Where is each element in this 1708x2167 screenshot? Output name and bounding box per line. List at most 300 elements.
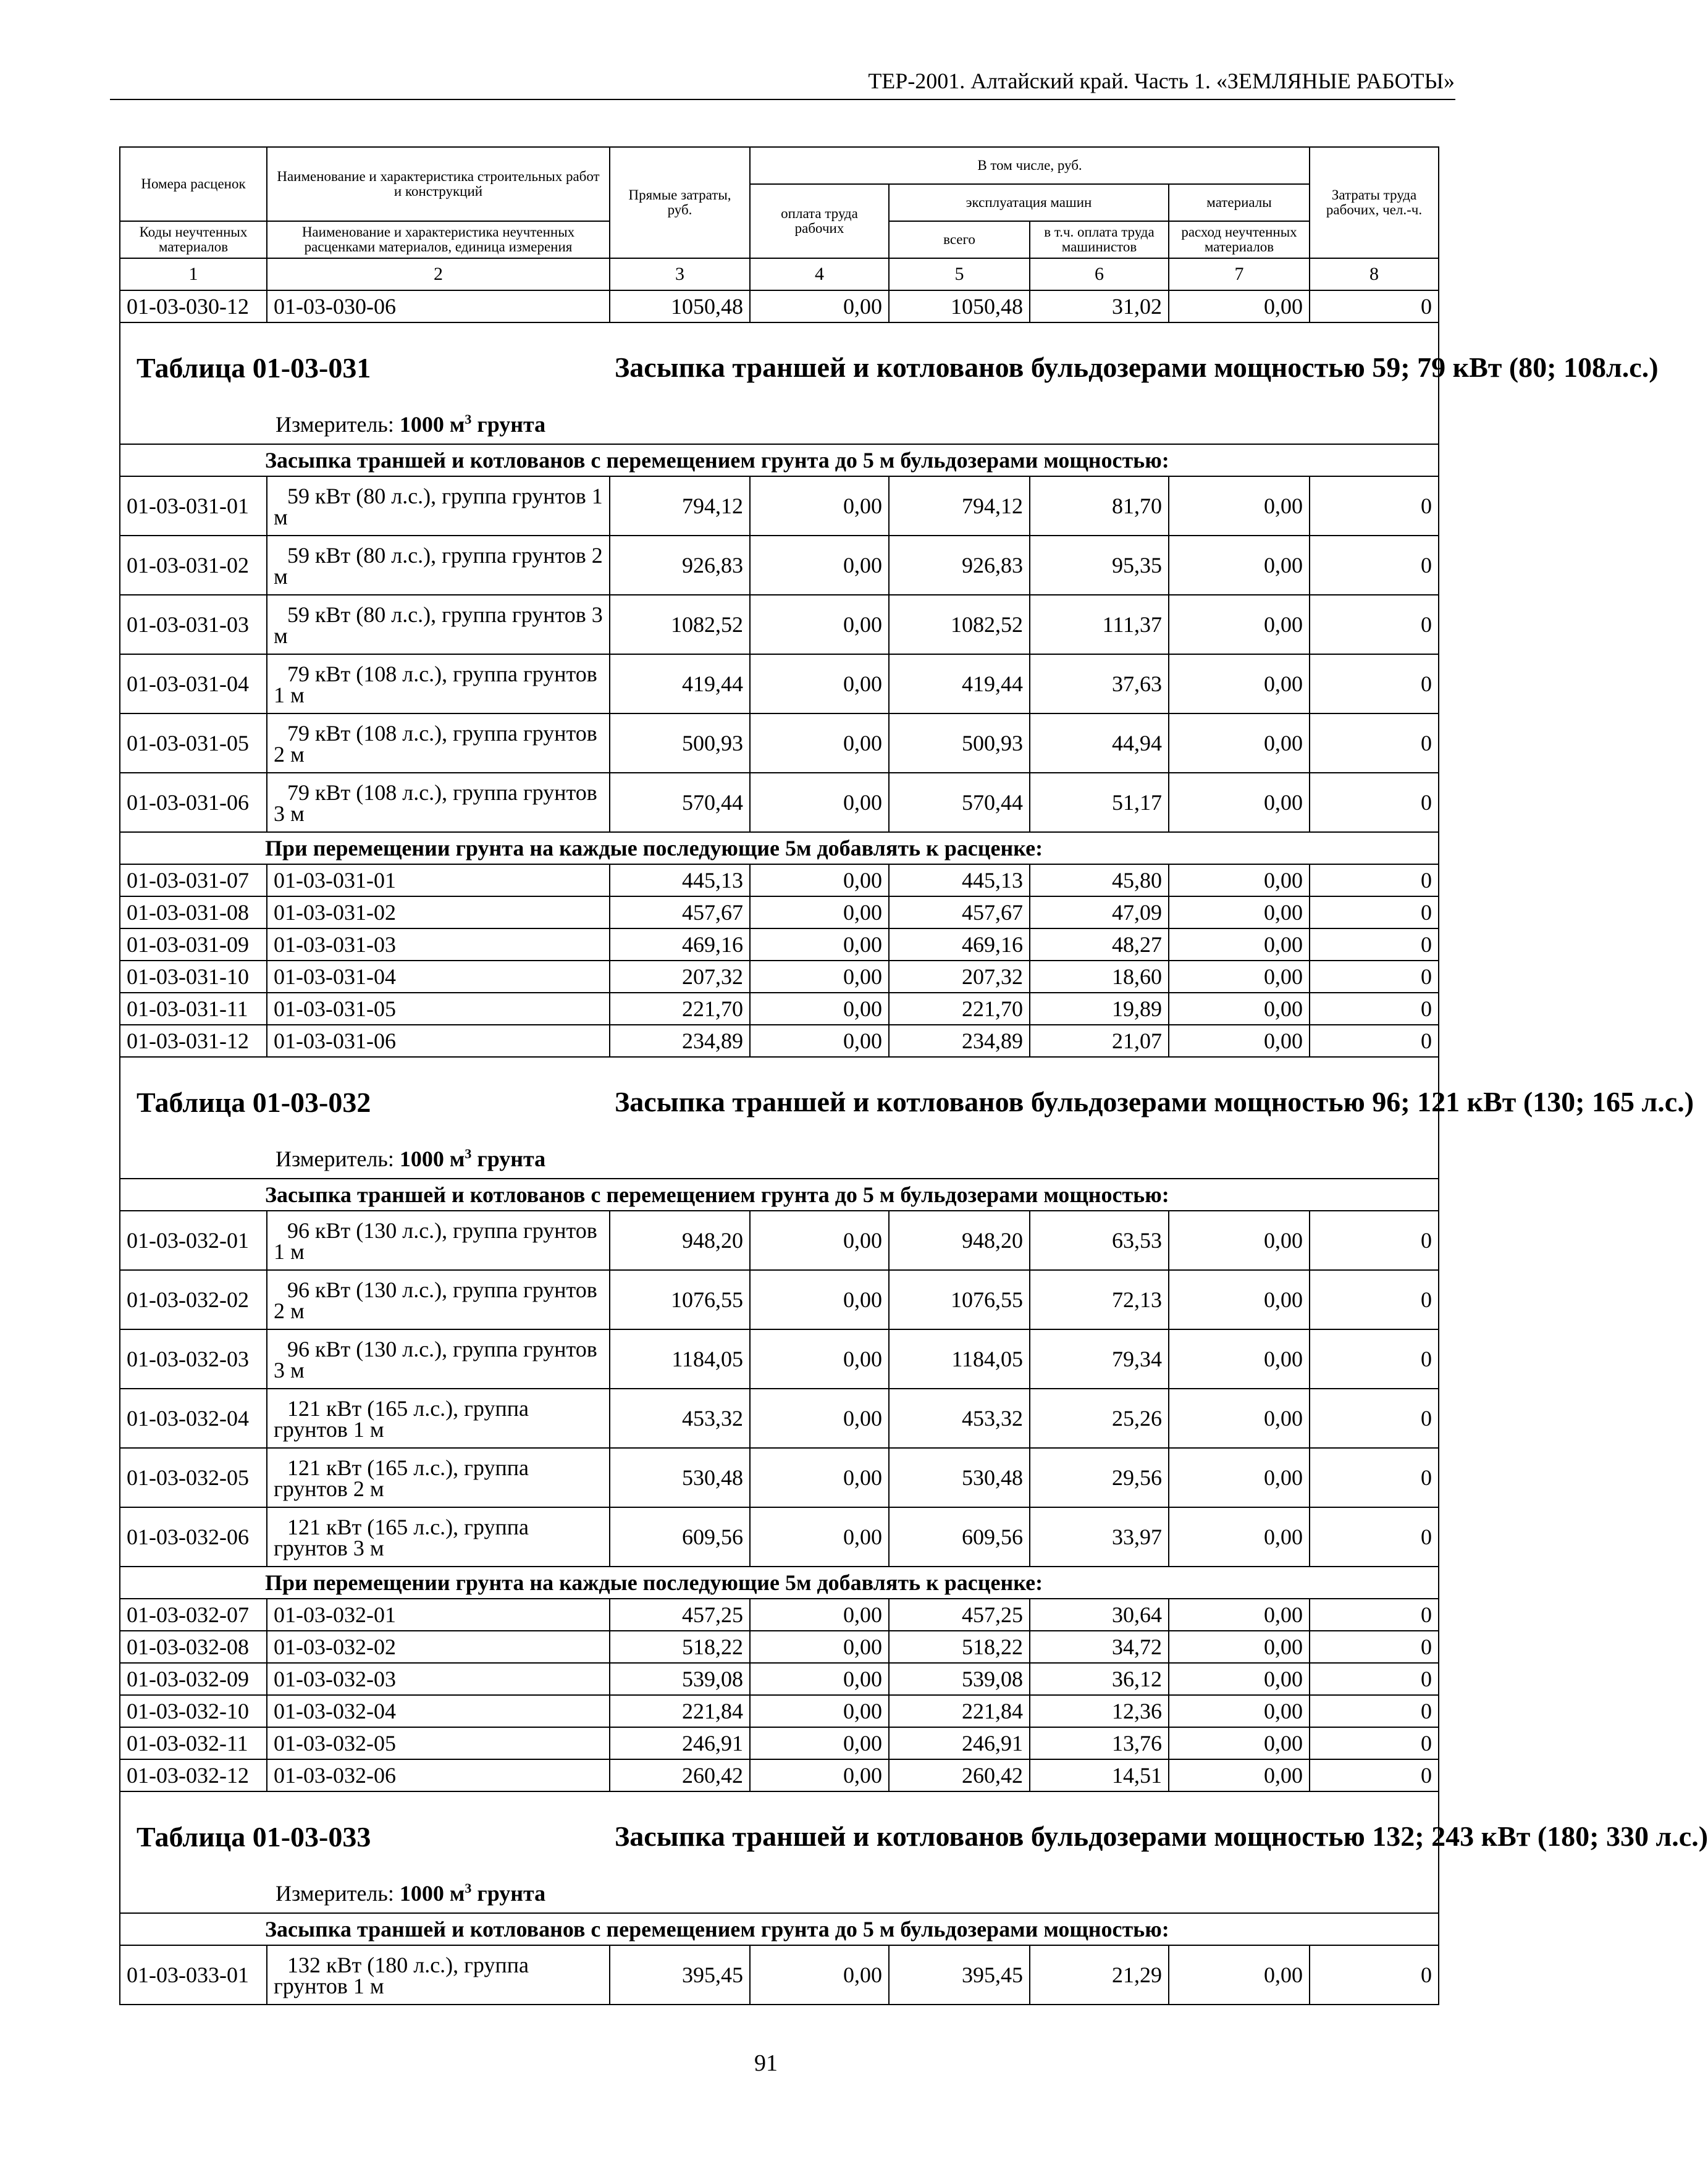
table-row <box>120 1695 1439 1727</box>
cell-direct: 419,44 <box>610 654 750 713</box>
cell-labor-pay: 0,00 <box>750 476 889 536</box>
cell-materials: 0,00 <box>1169 1759 1310 1791</box>
cell-labor-hours: 0 <box>1310 595 1439 654</box>
column-number: 4 <box>750 258 889 290</box>
cell-materials: 0,00 <box>1169 595 1310 654</box>
cell-machines-total: 609,56 <box>889 1507 1030 1567</box>
cell-labor-hours: 0 <box>1310 1448 1439 1507</box>
cell-code: 01-03-031-06 <box>120 773 267 832</box>
cell-code: 01-03-031-05 <box>120 713 267 773</box>
cell-labor-hours: 0 <box>1310 1695 1439 1727</box>
table-row <box>120 1448 1439 1507</box>
cell-direct: 570,44 <box>610 773 750 832</box>
cell-direct: 539,08 <box>610 1663 750 1695</box>
cell-code: 01-03-031-01 <box>120 476 267 536</box>
meter-power: 3 <box>465 1880 472 1896</box>
cell-name: 96 кВт (130 л.с.), группа грунтов 3 м <box>267 1329 610 1389</box>
header-name-top: Наименование и характеристика строительных работ и конструкций <box>267 147 610 221</box>
cell-code: 01-03-031-07 <box>120 864 267 896</box>
cell-labor-hours: 0 <box>1310 1329 1439 1389</box>
cell-code: 01-03-032-05 <box>120 1448 267 1507</box>
cell-labor-hours: 0 <box>1310 896 1439 928</box>
cell-machines-total: 926,83 <box>889 536 1030 595</box>
cell-labor-hours: 0 <box>1310 290 1439 322</box>
cell-operators-pay: 95,35 <box>1030 536 1169 595</box>
cell-direct: 609,56 <box>610 1507 750 1567</box>
cell-machines-total: 234,89 <box>889 1025 1030 1057</box>
cell-operators-pay: 29,56 <box>1030 1448 1169 1507</box>
cell-materials: 0,00 <box>1169 928 1310 961</box>
cell-direct: 1082,52 <box>610 595 750 654</box>
table-heading <box>120 1057 1694 1179</box>
cell-machines-total: 1050,48 <box>889 290 1030 322</box>
cell-machines-total: 457,25 <box>889 1599 1030 1631</box>
cell-name: 59 кВт (80 л.с.), группа грунтов 2 м <box>267 536 610 595</box>
table-heading <box>120 322 1659 444</box>
table-row <box>120 864 1439 896</box>
cell-materials: 0,00 <box>1169 1389 1310 1448</box>
cell-direct: 453,32 <box>610 1389 750 1448</box>
cell-labor-pay: 0,00 <box>750 773 889 832</box>
cell-operators-pay: 51,17 <box>1030 773 1169 832</box>
table-heading-row <box>120 1057 1439 1179</box>
cell-labor-pay: 0,00 <box>750 1945 889 2005</box>
cell-materials: 0,00 <box>1169 713 1310 773</box>
cell-code: 01-03-032-11 <box>120 1727 267 1759</box>
subheading: При перемещении грунта на каждые последующие 5м добавлять к расценке: <box>120 1567 1439 1599</box>
cell-direct: 457,25 <box>610 1599 750 1631</box>
cell-machines-total: 948,20 <box>889 1211 1030 1270</box>
cell-labor-pay: 0,00 <box>750 595 889 654</box>
cell-labor-pay: 0,00 <box>750 1599 889 1631</box>
cell-code: 01-03-031-09 <box>120 928 267 961</box>
subheading-row <box>120 1179 1439 1211</box>
cell-labor-hours: 0 <box>1310 1759 1439 1791</box>
cell-materials: 0,00 <box>1169 1663 1310 1695</box>
cell-code: 01-03-031-03 <box>120 595 267 654</box>
table-row <box>120 1631 1439 1663</box>
table-meter <box>276 411 545 437</box>
cell-machines-total: 221,84 <box>889 1695 1030 1727</box>
cell-code: 01-03-033-01 <box>120 1945 267 2005</box>
cell-operators-pay: 79,34 <box>1030 1329 1169 1389</box>
cell-name: 01-03-031-02 <box>267 896 610 928</box>
cell-code: 01-03-032-03 <box>120 1329 267 1389</box>
cell-labor-hours: 0 <box>1310 1727 1439 1759</box>
header-code-top: Номера расценок <box>120 147 267 221</box>
cell-materials: 0,00 <box>1169 1329 1310 1389</box>
cell-labor-pay: 0,00 <box>750 1663 889 1695</box>
cell-name: 132 кВт (180 л.с.), группа грунтов 1 м <box>267 1945 610 2005</box>
cell-labor-pay: 0,00 <box>750 1507 889 1567</box>
cell-labor-pay: 0,00 <box>750 928 889 961</box>
cell-labor-pay: 0,00 <box>750 1727 889 1759</box>
subheading: Засыпка траншей и котлованов с перемещением грунта до 5 м бульдозерами мощностью: <box>120 444 1439 476</box>
subheading-row <box>120 832 1439 864</box>
cell-operators-pay: 12,36 <box>1030 1695 1169 1727</box>
cell-labor-pay: 0,00 <box>750 1270 889 1329</box>
cell-operators-pay: 19,89 <box>1030 993 1169 1025</box>
cell-direct: 1050,48 <box>610 290 750 322</box>
cell-labor-hours: 0 <box>1310 1025 1439 1057</box>
table-meter <box>276 1146 545 1172</box>
page-number: 91 <box>754 2050 778 2076</box>
cell-machines-total: 457,67 <box>889 896 1030 928</box>
meter-unit <box>400 1881 545 1906</box>
cell-labor-pay: 0,00 <box>750 993 889 1025</box>
cell-labor-hours: 0 <box>1310 536 1439 595</box>
cell-labor-hours: 0 <box>1310 1631 1439 1663</box>
cell-direct: 500,93 <box>610 713 750 773</box>
table-row <box>120 536 1439 595</box>
table-row <box>120 773 1439 832</box>
cell-labor-pay: 0,00 <box>750 1211 889 1270</box>
table-heading-row <box>120 322 1439 444</box>
meter-label: Измеритель: <box>276 412 394 437</box>
cell-labor-pay: 0,00 <box>750 290 889 322</box>
table-row <box>120 595 1439 654</box>
subheading-row <box>120 1567 1439 1599</box>
cell-name: 96 кВт (130 л.с.), группа грунтов 1 м <box>267 1211 610 1270</box>
cell-operators-pay: 21,07 <box>1030 1025 1169 1057</box>
table-row <box>120 1025 1439 1057</box>
cell-labor-pay: 0,00 <box>750 896 889 928</box>
running-header: ТЕР-2001. Алтайский край. Часть 1. «ЗЕМЛЯНЫЕ РАБОТЫ» <box>868 69 1455 93</box>
cell-code: 01-03-032-02 <box>120 1270 267 1329</box>
cell-machines-total: 539,08 <box>889 1663 1030 1695</box>
cell-labor-pay: 0,00 <box>750 536 889 595</box>
cell-direct: 948,20 <box>610 1211 750 1270</box>
cell-materials: 0,00 <box>1169 773 1310 832</box>
cell-machines-total: 207,32 <box>889 961 1030 993</box>
header-direct-costs: Прямые затраты, руб. <box>610 147 750 258</box>
cell-name: 01-03-031-04 <box>267 961 610 993</box>
cell-operators-pay: 21,29 <box>1030 1945 1169 2005</box>
cell-direct: 457,67 <box>610 896 750 928</box>
cell-machines-total: 1076,55 <box>889 1270 1030 1329</box>
cell-direct: 260,42 <box>610 1759 750 1791</box>
cell-name: 01-03-032-05 <box>267 1727 610 1759</box>
cell-operators-pay: 81,70 <box>1030 476 1169 536</box>
cell-machines-total: 221,70 <box>889 993 1030 1025</box>
table-body <box>120 290 1708 2005</box>
cell-code: 01-03-032-12 <box>120 1759 267 1791</box>
cell-operators-pay: 47,09 <box>1030 896 1169 928</box>
cell-code: 01-03-031-04 <box>120 654 267 713</box>
table-row <box>120 1945 1439 2005</box>
cell-labor-pay: 0,00 <box>750 1759 889 1791</box>
cell-materials: 0,00 <box>1169 1695 1310 1727</box>
cell-operators-pay: 33,97 <box>1030 1507 1169 1567</box>
table-heading-row <box>120 1791 1439 1913</box>
cell-code: 01-03-031-12 <box>120 1025 267 1057</box>
table-row <box>120 290 1439 322</box>
cell-materials: 0,00 <box>1169 1945 1310 2005</box>
cell-labor-pay: 0,00 <box>750 713 889 773</box>
cell-labor-pay: 0,00 <box>750 1329 889 1389</box>
header-machines-total: всего <box>889 221 1030 258</box>
cell-machines-total: 518,22 <box>889 1631 1030 1663</box>
table-row <box>120 1727 1439 1759</box>
subheading: Засыпка траншей и котлованов с перемещением грунта до 5 м бульдозерами мощностью: <box>120 1913 1439 1945</box>
cell-materials: 0,00 <box>1169 961 1310 993</box>
cell-materials: 0,00 <box>1169 896 1310 928</box>
table-description: Засыпка траншей и котлованов бульдозерами мощностью 132; 243 кВт (180; 330 л.с.) <box>615 1820 1708 1852</box>
cell-direct: 469,16 <box>610 928 750 961</box>
column-number: 8 <box>1310 258 1439 290</box>
cell-labor-hours: 0 <box>1310 993 1439 1025</box>
cell-code: 01-03-032-09 <box>120 1663 267 1695</box>
table-meter <box>276 1880 545 1906</box>
cell-direct: 246,91 <box>610 1727 750 1759</box>
table-row <box>120 896 1439 928</box>
cell-machines-total: 1082,52 <box>889 595 1030 654</box>
meter-label: Измеритель: <box>276 1881 394 1906</box>
table-row <box>120 1270 1439 1329</box>
header-name-bottom: Наименование и характеристика неучтенных расценками материалов, единица измерения <box>267 221 610 258</box>
cell-operators-pay: 36,12 <box>1030 1663 1169 1695</box>
header-labor-hours: Затраты труда рабочих, чел.-ч. <box>1310 147 1439 258</box>
cell-machines-total: 570,44 <box>889 773 1030 832</box>
cell-name: 01-03-031-06 <box>267 1025 610 1057</box>
cell-name: 121 кВт (165 л.с.), группа грунтов 3 м <box>267 1507 610 1567</box>
cell-direct: 926,83 <box>610 536 750 595</box>
header-unaccounted-materials: расход неучтенных материалов <box>1169 221 1310 258</box>
table-description: Засыпка траншей и котлованов бульдозерами мощностью 59; 79 кВт (80; 108л.с.) <box>615 351 1659 383</box>
column-number: 2 <box>267 258 610 290</box>
meter-value: 1000 м <box>399 412 465 437</box>
cell-code: 01-03-032-07 <box>120 1599 267 1631</box>
cell-machines-total: 395,45 <box>889 1945 1030 2005</box>
cell-materials: 0,00 <box>1169 1448 1310 1507</box>
cell-name: 79 кВт (108 л.с.), группа грунтов 1 м <box>267 654 610 713</box>
table-row <box>120 654 1439 713</box>
cell-machines-total: 445,13 <box>889 864 1030 896</box>
cell-code: 01-03-032-04 <box>120 1389 267 1448</box>
cell-direct: 1076,55 <box>610 1270 750 1329</box>
header-code-bottom: Коды неучтенных материалов <box>120 221 267 258</box>
cell-name: 79 кВт (108 л.с.), группа грунтов 3 м <box>267 773 610 832</box>
cell-operators-pay: 31,02 <box>1030 290 1169 322</box>
cell-direct: 530,48 <box>610 1448 750 1507</box>
cell-direct: 518,22 <box>610 1631 750 1663</box>
meter-unit <box>400 1147 545 1171</box>
meter-power: 3 <box>465 1146 472 1161</box>
cell-operators-pay: 30,64 <box>1030 1599 1169 1631</box>
cell-name: 96 кВт (130 л.с.), группа грунтов 2 м <box>267 1270 610 1329</box>
cell-name: 01-03-032-01 <box>267 1599 610 1631</box>
cell-labor-pay: 0,00 <box>750 1025 889 1057</box>
column-number: 7 <box>1169 258 1310 290</box>
cell-name: 121 кВт (165 л.с.), группа грунтов 1 м <box>267 1389 610 1448</box>
column-number: 1 <box>120 258 267 290</box>
price-table <box>119 146 1708 2005</box>
cell-labor-pay: 0,00 <box>750 864 889 896</box>
cell-direct: 395,45 <box>610 1945 750 2005</box>
cell-labor-hours: 0 <box>1310 476 1439 536</box>
cell-machines-total: 500,93 <box>889 713 1030 773</box>
cell-labor-pay: 0,00 <box>750 1389 889 1448</box>
cell-labor-pay: 0,00 <box>750 1695 889 1727</box>
cell-materials: 0,00 <box>1169 1727 1310 1759</box>
meter-power: 3 <box>465 411 472 427</box>
cell-operators-pay: 34,72 <box>1030 1631 1169 1663</box>
cell-machines-total: 794,12 <box>889 476 1030 536</box>
cell-direct: 1184,05 <box>610 1329 750 1389</box>
cell-labor-hours: 0 <box>1310 773 1439 832</box>
cell-machines-total: 1184,05 <box>889 1329 1030 1389</box>
meter-tail: грунта <box>477 412 546 437</box>
cell-labor-hours: 0 <box>1310 713 1439 773</box>
cell-operators-pay: 63,53 <box>1030 1211 1169 1270</box>
cell-machines-total: 260,42 <box>889 1759 1030 1791</box>
table-row <box>120 961 1439 993</box>
table-row <box>120 713 1439 773</box>
column-number: 5 <box>889 258 1030 290</box>
table-row <box>120 993 1439 1025</box>
cell-labor-hours: 0 <box>1310 1211 1439 1270</box>
cell-direct: 221,70 <box>610 993 750 1025</box>
cell-labor-hours: 0 <box>1310 1663 1439 1695</box>
cell-operators-pay: 72,13 <box>1030 1270 1169 1329</box>
subheading-row <box>120 444 1439 476</box>
cell-labor-pay: 0,00 <box>750 654 889 713</box>
cell-machines-total: 530,48 <box>889 1448 1030 1507</box>
meter-tail: грунта <box>477 1881 546 1906</box>
cell-machines-total: 246,91 <box>889 1727 1030 1759</box>
cell-name: 01-03-032-03 <box>267 1663 610 1695</box>
table-row <box>120 476 1439 536</box>
header-operators-pay: в т.ч. оплата труда машинистов <box>1030 221 1169 258</box>
meter-tail: грунта <box>477 1147 546 1171</box>
meter-value: 1000 м <box>399 1147 465 1171</box>
table-row <box>120 1211 1439 1270</box>
cell-materials: 0,00 <box>1169 654 1310 713</box>
table-row <box>120 1329 1439 1389</box>
cell-name: 59 кВт (80 л.с.), группа грунтов 3 м <box>267 595 610 654</box>
cell-machines-total: 453,32 <box>889 1389 1030 1448</box>
cell-name: 01-03-032-06 <box>267 1759 610 1791</box>
header-labor-pay: оплата труда рабочих <box>750 184 889 258</box>
cell-name: 01-03-032-04 <box>267 1695 610 1727</box>
cell-labor-hours: 0 <box>1310 654 1439 713</box>
cell-name: 01-03-031-03 <box>267 928 610 961</box>
column-number: 3 <box>610 258 750 290</box>
table-title: Таблица 01-03-031 <box>137 352 371 384</box>
column-number: 6 <box>1030 258 1169 290</box>
cell-labor-hours: 0 <box>1310 1507 1439 1567</box>
cell-direct: 207,32 <box>610 961 750 993</box>
cell-name: 59 кВт (80 л.с.), группа грунтов 1 м <box>267 476 610 536</box>
cell-direct: 445,13 <box>610 864 750 896</box>
cell-operators-pay: 44,94 <box>1030 713 1169 773</box>
header-machines: эксплуатация машин <box>889 184 1169 221</box>
cell-labor-hours: 0 <box>1310 1270 1439 1329</box>
header-materials: материалы <box>1169 184 1310 221</box>
cell-labor-pay: 0,00 <box>750 961 889 993</box>
header-including: В том числе, руб. <box>750 147 1310 184</box>
cell-code: 01-03-031-11 <box>120 993 267 1025</box>
cell-labor-hours: 0 <box>1310 864 1439 896</box>
cell-operators-pay: 48,27 <box>1030 928 1169 961</box>
cell-direct: 794,12 <box>610 476 750 536</box>
cell-code: 01-03-030-12 <box>120 290 267 322</box>
cell-materials: 0,00 <box>1169 1025 1310 1057</box>
cell-materials: 0,00 <box>1169 1631 1310 1663</box>
cell-direct: 221,84 <box>610 1695 750 1727</box>
cell-code: 01-03-031-10 <box>120 961 267 993</box>
subheading-row <box>120 1913 1439 1945</box>
header-rule <box>110 99 1455 100</box>
cell-labor-hours: 0 <box>1310 1599 1439 1631</box>
table-row <box>120 1663 1439 1695</box>
cell-operators-pay: 37,63 <box>1030 654 1169 713</box>
cell-labor-hours: 0 <box>1310 1389 1439 1448</box>
cell-code: 01-03-032-01 <box>120 1211 267 1270</box>
cell-name: 79 кВт (108 л.с.), группа грунтов 2 м <box>267 713 610 773</box>
cell-code: 01-03-032-06 <box>120 1507 267 1567</box>
cell-materials: 0,00 <box>1169 864 1310 896</box>
cell-name: 121 кВт (165 л.с.), группа грунтов 2 м <box>267 1448 610 1507</box>
table-row <box>120 1759 1439 1791</box>
table-title: Таблица 01-03-033 <box>137 1821 371 1853</box>
cell-labor-hours: 0 <box>1310 928 1439 961</box>
cell-machines-total: 469,16 <box>889 928 1030 961</box>
cell-labor-hours: 0 <box>1310 1945 1439 2005</box>
table-row <box>120 928 1439 961</box>
table-title: Таблица 01-03-032 <box>137 1087 371 1118</box>
cell-operators-pay: 45,80 <box>1030 864 1169 896</box>
cell-operators-pay: 111,37 <box>1030 595 1169 654</box>
table-description: Засыпка траншей и котлованов бульдозерами мощностью 96; 121 кВт (130; 165 л.с.) <box>615 1086 1694 1117</box>
cell-code: 01-03-032-08 <box>120 1631 267 1663</box>
table-header <box>120 147 1439 290</box>
cell-code: 01-03-031-08 <box>120 896 267 928</box>
cell-operators-pay: 18,60 <box>1030 961 1169 993</box>
subheading: Засыпка траншей и котлованов с перемещением грунта до 5 м бульдозерами мощностью: <box>120 1179 1439 1211</box>
cell-name: 01-03-032-02 <box>267 1631 610 1663</box>
cell-labor-pay: 0,00 <box>750 1631 889 1663</box>
cell-labor-hours: 0 <box>1310 961 1439 993</box>
meter-unit <box>400 412 545 437</box>
cell-name: 01-03-030-06 <box>267 290 610 322</box>
meter-value: 1000 м <box>399 1881 465 1906</box>
cell-materials: 0,00 <box>1169 536 1310 595</box>
cell-materials: 0,00 <box>1169 290 1310 322</box>
table-row <box>120 1507 1439 1567</box>
cell-materials: 0,00 <box>1169 993 1310 1025</box>
subheading: При перемещении грунта на каждые последующие 5м добавлять к расценке: <box>120 832 1439 864</box>
cell-code: 01-03-031-02 <box>120 536 267 595</box>
cell-materials: 0,00 <box>1169 1270 1310 1329</box>
cell-machines-total: 419,44 <box>889 654 1030 713</box>
table-row <box>120 1599 1439 1631</box>
cell-materials: 0,00 <box>1169 1507 1310 1567</box>
cell-materials: 0,00 <box>1169 476 1310 536</box>
table-row <box>120 1389 1439 1448</box>
cell-operators-pay: 14,51 <box>1030 1759 1169 1791</box>
cell-name: 01-03-031-05 <box>267 993 610 1025</box>
meter-label: Измеритель: <box>276 1147 394 1171</box>
cell-materials: 0,00 <box>1169 1599 1310 1631</box>
cell-direct: 234,89 <box>610 1025 750 1057</box>
cell-operators-pay: 25,26 <box>1030 1389 1169 1448</box>
cell-labor-pay: 0,00 <box>750 1448 889 1507</box>
cell-operators-pay: 13,76 <box>1030 1727 1169 1759</box>
table-heading <box>120 1791 1708 1913</box>
cell-materials: 0,00 <box>1169 1211 1310 1270</box>
cell-name: 01-03-031-01 <box>267 864 610 896</box>
